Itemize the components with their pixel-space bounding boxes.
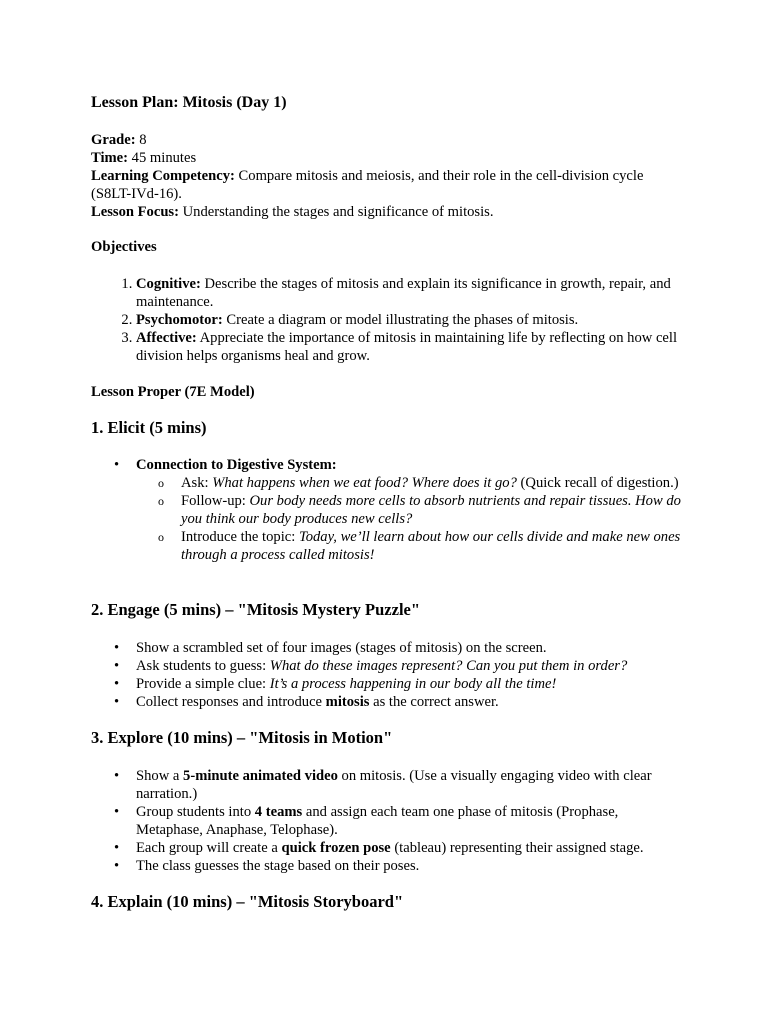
item-tail: (tableau) representing their assigned stage. <box>390 840 644 856</box>
sub-lead: Ask: <box>181 475 213 491</box>
sub-italic: What happens when we eat food? Where does it go? <box>212 475 517 491</box>
objectives-list <box>91 275 681 365</box>
time-value: 45 minutes <box>128 150 197 166</box>
item-tail: as the correct answer. <box>369 694 499 710</box>
sub-list-item <box>136 474 681 492</box>
competency-value: Compare mitosis and meiosis, and their role in the cell-division cycle (S8LT-IVd-16). <box>91 168 644 202</box>
item-lead: Ask students to guess: <box>136 658 270 674</box>
list-item: • Show a scrambled set of four images (stages of mitosis) on the screen. <box>91 639 681 657</box>
objective-item <box>136 311 681 329</box>
competency-label: Learning Competency: <box>91 168 235 184</box>
item-lead: Each group will create a <box>136 840 282 856</box>
sub-italic: Today, we’ll learn about how our cells divide and make new ones through a process called mitosis! <box>181 529 681 563</box>
list-item <box>91 693 681 711</box>
sub-list-item <box>136 492 681 528</box>
item-tail: and assign each team one phase of mitosis (Prophase, Metaphase, Anaphase, Telophase). <box>136 804 619 838</box>
item-italic: It’s a process happening in our body all the time! <box>269 676 557 692</box>
explain-heading: 4. Explain (10 mins) – "Mitosis Storyboard" <box>91 892 404 911</box>
item-bold: quick frozen pose <box>281 840 391 856</box>
time-label: Time: <box>91 150 129 166</box>
sub-list-item <box>136 528 681 564</box>
focus-value: Understanding the stages and significance of mitosis. <box>178 204 494 220</box>
sub-tail: (Quick recall of digestion.) <box>516 475 679 491</box>
item-bold: mitosis <box>325 694 370 710</box>
objective-label: Affective: <box>136 330 197 346</box>
item-tail: on mitosis. (Use a visually engaging video with clear narration.) <box>136 768 652 802</box>
digestive-connection-label: Connection to Digestive System: <box>136 457 337 473</box>
time-line <box>91 149 681 167</box>
competency-line <box>91 167 681 203</box>
grade-line <box>91 131 681 149</box>
elicit-sublist <box>136 474 681 564</box>
sub-lead: Follow-up: <box>181 493 250 509</box>
sub-italic: Our body needs more cells to absorb nutrients and repair tissues. How do you think our body produces new cells? <box>181 493 681 527</box>
grade-label: Grade: <box>91 132 136 148</box>
lesson-proper-heading: Lesson Proper (7E Model) <box>91 384 255 400</box>
item-lead: Collect responses and introduce <box>136 694 326 710</box>
list-item <box>91 803 681 839</box>
explore-list <box>91 767 681 875</box>
item-lead: Provide a simple clue: <box>136 676 270 692</box>
engage-heading: 2. Engage (5 mins) – "Mitosis Mystery Puzzle" <box>91 600 421 619</box>
objective-label: Cognitive: <box>136 276 201 292</box>
objective-text: Create a diagram or model illustrating the phases of mitosis. <box>222 312 579 328</box>
item-italic: What do these images represent? Can you put them in order? <box>269 658 628 674</box>
engage-list <box>91 639 681 711</box>
list-item <box>91 839 681 857</box>
item-bold: 4 teams <box>254 804 303 820</box>
objective-item <box>136 275 681 311</box>
objective-text: Appreciate the importance of mitosis in maintaining life by reflecting on how cell division helps organisms heal and grow. <box>136 330 678 364</box>
list-item: • The class guesses the stage based on their poses. <box>91 857 681 875</box>
objective-label: Psychomotor: <box>136 312 223 328</box>
list-item <box>91 675 681 693</box>
list-item <box>91 767 681 803</box>
focus-line <box>91 203 681 221</box>
list-item <box>91 657 681 675</box>
item-lead: Show a <box>136 768 184 784</box>
sub-lead: Introduce the topic: <box>181 529 299 545</box>
list-item <box>91 456 681 564</box>
focus-label: Lesson Focus: <box>91 204 179 220</box>
item-bold: 5-minute animated video <box>183 768 338 784</box>
objective-item <box>136 329 681 365</box>
elicit-list <box>91 456 681 564</box>
item-lead: Group students into <box>136 804 255 820</box>
grade-value: 8 <box>135 132 147 148</box>
objective-text: Describe the stages of mitosis and explain its significance in growth, repair, and maintenance. <box>136 276 671 310</box>
lesson-meta <box>91 131 681 221</box>
objectives-heading: Objectives <box>91 239 157 255</box>
page-title: Lesson Plan: Mitosis (Day 1) <box>91 94 287 111</box>
explore-heading: 3. Explore (10 mins) – "Mitosis in Motion" <box>91 728 393 747</box>
elicit-heading: 1. Elicit (5 mins) <box>91 418 207 437</box>
